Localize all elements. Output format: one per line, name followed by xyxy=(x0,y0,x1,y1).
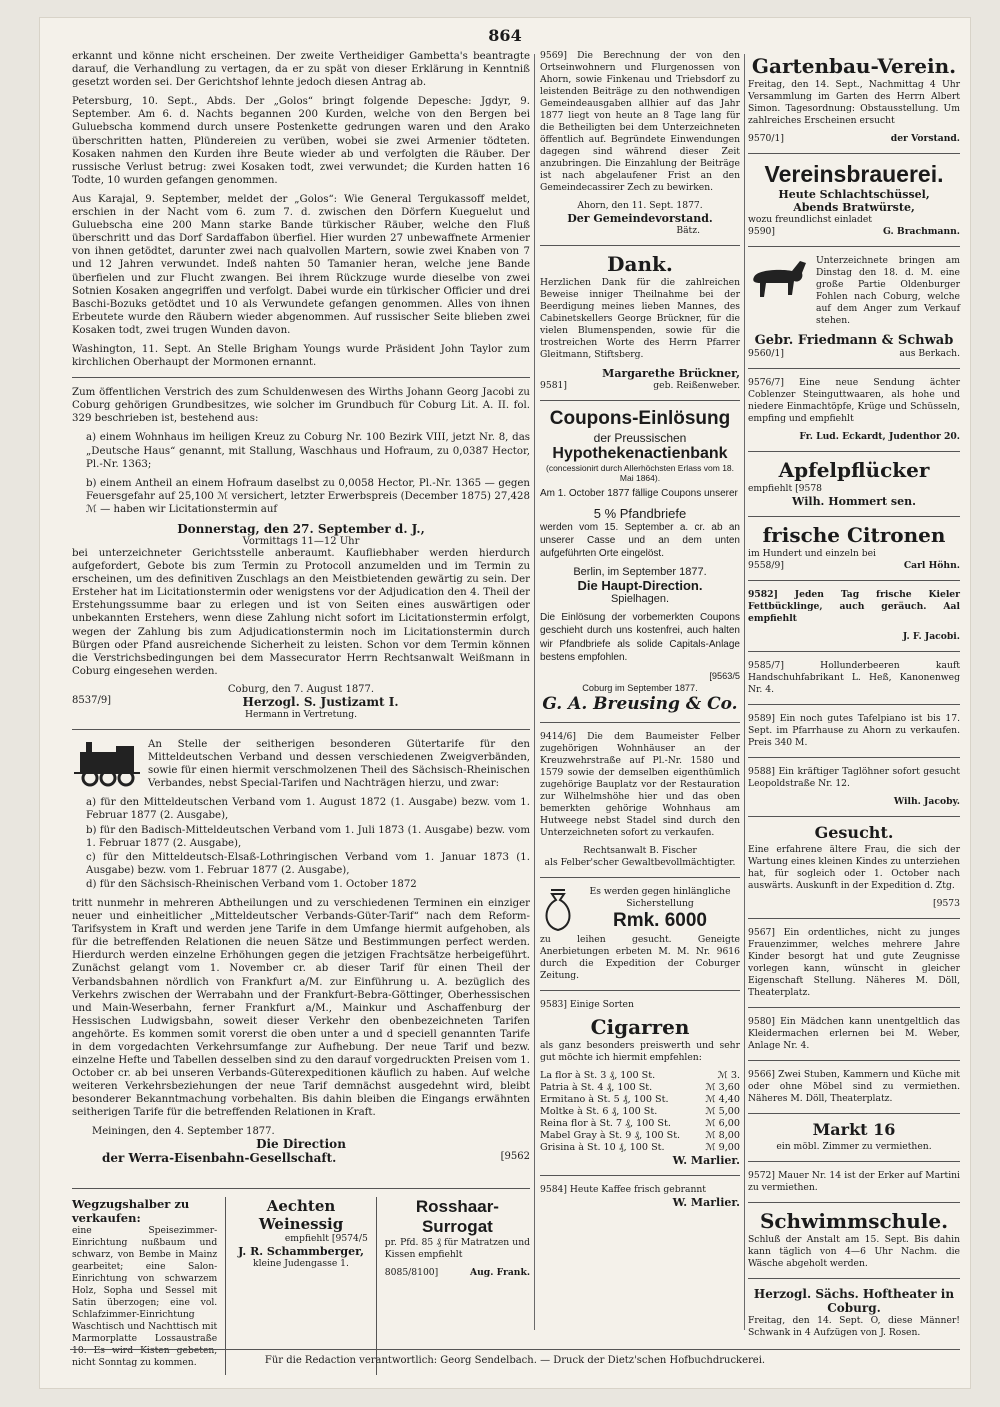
cigar-list xyxy=(540,1070,740,1154)
gemeinde-sign: Der Gemeindevorstand. xyxy=(567,212,713,225)
divider xyxy=(748,704,960,705)
coupon-place2: Coburg im September 1877. xyxy=(582,682,698,693)
coupon-note: (concessionirt durch Allerhöchsten Erlass vom 18. Mai 1864). xyxy=(545,462,735,483)
divider xyxy=(748,153,960,154)
cigar-price: ℳ 4,40 xyxy=(705,1093,740,1105)
citron-sign: Carl Höhn. xyxy=(903,560,960,572)
house-sign2: als Felber'scher Gewaltbevollmächtigter. xyxy=(544,856,736,868)
rosshaar-seller: Aug. Frank. xyxy=(469,1267,531,1278)
auction-signer: Hermann in Vertretung. xyxy=(244,708,358,720)
gemeinde-place: Ahorn, den 11. Sept. 1877. xyxy=(577,200,703,211)
garten-text: Freitag, den 14. Sept., Nachmittag 4 Uhr Versammlung im Garten des Herrn Albert Simon. Tagesordnung: Obstausstellung. Um zahlreiches Erscheinen ersucht xyxy=(748,79,960,126)
divider xyxy=(748,816,960,817)
citron-title: frische Citronen xyxy=(762,523,946,548)
brau-text: Heute Schlachtschüssel, xyxy=(778,188,930,202)
schwimm-text: Schluß der Anstalt am 15. Sept. Bis dahin kann täglich von 4—6 Uhr Nachm. die Wäsche abgeholt werden. xyxy=(748,1233,960,1269)
column-middle xyxy=(540,50,740,1209)
vinegar-title: Aechten Weinessig xyxy=(258,1197,344,1233)
kieler-ad: 9582] Jeden Tag frische Kieler Fettbücklinge, auch geräuch. Aal empfiehlt xyxy=(748,589,960,625)
horse-icon xyxy=(748,255,812,305)
divider xyxy=(540,1175,740,1176)
railway-ref: [9562 xyxy=(500,1150,530,1162)
divider xyxy=(540,877,740,878)
citron-ref: 9558/9] xyxy=(748,560,784,572)
stuben-ad: 9566] Zwei Stuben, Kammern und Küche mit oder ohne Möbel sind zu vermiethen. Näheres M. Döll, Theaterplatz. xyxy=(748,1068,960,1104)
brau-title: Vereinsbrauerei. xyxy=(764,161,944,187)
cigar-price: ℳ 6,00 xyxy=(705,1117,740,1129)
auction-time: Vormittags 11—12 Uhr xyxy=(242,536,360,547)
markt-title: Markt 16 xyxy=(812,1119,896,1139)
dank-sign2: geb. Reißenweber. xyxy=(653,380,740,391)
tagl-sign: Wilh. Jacoby. xyxy=(893,796,960,808)
divider xyxy=(540,722,740,723)
divider xyxy=(540,990,740,991)
cigar-name: Ermitano à St. 5 ₰, 100 St. xyxy=(540,1093,669,1105)
house-sale: 9414/6] Die dem Baumeister Felber zugehörigen Wohnhäuser an der Kreuzwehrstraße auf Pl.-Nr. 1580 und 1579 sowie der demselben eigenthümlich zugehörige Bauplatz vor der Restauration zur Wilhelmshöhe hier und das oben bemerkten gehörige Wohnhaus am Hutweege nebst Stadel sind durch den Unterzeichneten sofort zu verkaufen. xyxy=(540,730,740,838)
horse-ref: 9560/1] xyxy=(748,348,784,360)
auction-date: Donnerstag, den 27. September d. J., xyxy=(177,522,425,536)
railway-item: c) für den Mitteldeutsch-Elsaß-Lothringischen Verband vom 1. Januar 1873 (1. Ausgabe) bezw. vom 1. Februar 1877 (2. Ausgabe), xyxy=(86,851,530,876)
divider xyxy=(748,1113,960,1114)
divider xyxy=(72,377,530,378)
column-rule xyxy=(744,54,745,1330)
divider xyxy=(748,516,960,517)
cigar-price: ℳ 8,00 xyxy=(705,1129,740,1141)
cigar-name: Moltke à St. 6 ₰, 100 St. xyxy=(540,1105,658,1117)
cigar-pre: 9583] Einige Sorten xyxy=(540,998,634,1010)
cigar-row xyxy=(540,1142,740,1154)
coupon-firm: G. A. Breusing & Co. xyxy=(542,693,738,714)
auction-court: Herzogl. S. Justizamt I. xyxy=(242,694,399,709)
divider xyxy=(748,368,960,369)
cigar-row xyxy=(540,1118,740,1130)
divider xyxy=(748,1161,960,1162)
hollunder-ad: 9585/7] Hollunderbeeren kauft Handschuhfabrikant L. Heß, Kanonenweg Nr. 4. xyxy=(748,660,960,696)
coffee-seller: W. Marlier. xyxy=(672,1195,740,1209)
cigar-price: ℳ 9,00 xyxy=(705,1141,740,1153)
divider xyxy=(748,1060,960,1061)
divider xyxy=(748,1007,960,1008)
coupon-sign: Die Haupt-Direction. xyxy=(577,578,703,594)
cigar-seller: W. Marlier. xyxy=(672,1153,740,1167)
cigar-name: Mabel Gray à St. 9 ₰, 100 St. xyxy=(540,1129,681,1141)
stein-ad: 9576/7] Eine neue Sendung ächter Coblenzer Steinguttwaaren, als hohe und niedere Einmachtöpfe, Krüge und Schüsseln, empfing und empfiehlt xyxy=(748,377,960,425)
coupon-bank: Hypothekenactienbank xyxy=(552,444,728,462)
cigar-name: Patria à St. 4 ₰, 100 St. xyxy=(540,1081,653,1093)
markt-text: ein möbl. Zimmer zu vermiethen. xyxy=(776,1140,932,1152)
tagl-ad: 9588] Ein kräftiger Taglöhner sofort gesucht Leopoldstraße Nr. 12. xyxy=(748,766,960,790)
auction-body: bei unterzeichneter Gerichtsstelle anberaumt. Kaufliebhaber werden hierdurch aufgefordert, Gebote bis zum Termin zu Protocoll anzumelden und im Termin zu erscheinen, um des definitiven Zuschlags an den Meistbietenden gewärtig zu sein. Der Ersteher hat im Licitationstermin oder wenigstens vor der Adjudication den 4. Theil der Erstehungssumme baar zu erlegen und ist von Seiten eines auswärtigen oder unbekannten Erstehers, wenn diese Zahlung nicht sofort im Licitationstermin erfolgt, wegen der Zahlung bis zum Adjudicationstermin noch im Licitationstermin durch Bürgen oder Pfand ausreichende Sicherheit zu leisten. Schon vor dem Termin können die Verstrichsbedingungen bei dem Massecurator Herrn Rechtsanwalt Weißmann in Coburg eingesehen werden. xyxy=(72,548,530,677)
page-number: 864 xyxy=(488,26,522,45)
news-paragraph: Washington, 11. Sept. An Stelle Brigham Youngs wurde Präsident John Taylor zum kirchlichen Oberhaupt der Mormonen ernannt. xyxy=(72,343,530,369)
divider xyxy=(748,1278,960,1279)
divider xyxy=(72,1188,530,1189)
divider xyxy=(748,651,960,652)
coupon-text3: Die Einlösung der vorbemerkten Coupons geschieht durch uns kostenfrei, auch halten wir Pfandbriefe als solide Capitals-Anlage bestens empfohlen. xyxy=(540,612,740,663)
dank-title: Dank. xyxy=(607,252,673,276)
coupon-sub: der Preussischen xyxy=(593,430,687,445)
moving-text: eine Speisezimmer-Einrichtung nußbaum und schwarz, von Bembe in Mainz gearbeitet; eine Salon-Einrichtung von schwarzem Holz, Sopha und Sessel mit Satin überzogen; eine vol. Schlafzimmer-Einrichtung Waschtisch und Nachttisch mit Marmorplatte Lossaustraße 10. Es wird Kisten gebeten, nicht Sonntag zu kommen. xyxy=(72,1225,218,1368)
cigar-row xyxy=(540,1130,740,1142)
cigar-text: als ganz besonders preiswerth und sehr gut möchte ich hiermit empfehlen: xyxy=(540,1039,740,1063)
dank-ref: 9581] xyxy=(540,380,567,391)
gemeinde-notice: 9569] Die Berechnung der von den Ortseinwohnern und Flurgenossen von Ahorn, sowie Finkenau und Triebsdorf zu leistenden Beiträge zu den nothwendigen Gemeindeausgaben allhier auf das Jahr 1877 liegt von heute an 8 Tage lang für die Betheiligten bei dem Unterzeichneten öffentlich auf. Begründete Einwendungen dagegen sind während dieser Zeit anzubringen. Die Einzahlung der Beiträge ist nach abgelaufener Frist an den Gemeindecassirer Zech zu bewirken. xyxy=(540,50,740,193)
cigar-row xyxy=(540,1094,740,1106)
kieler-sign: J. F. Jacobi. xyxy=(902,631,960,643)
coupon-rate: 5 % Pfandbriefe xyxy=(593,506,687,522)
cigar-price: ℳ 5,00 xyxy=(705,1105,740,1117)
divider xyxy=(540,400,740,401)
coupon-text2: werden vom 15. September a. cr. ab an unserer Casse und an dem unten aufgeführten Orte eingelöst. xyxy=(540,522,740,560)
erker-ad: 9572] Mauer Nr. 14 ist der Erker auf Martini zu vermiethen. xyxy=(748,1169,960,1193)
money-amount: Rmk. 6000 xyxy=(612,909,707,931)
citron-text: im Hundert und einzeln bei xyxy=(748,548,876,560)
coffee-ad: 9584] Heute Kaffee frisch gebrannt xyxy=(540,1183,706,1195)
divider xyxy=(72,729,530,730)
coupon-place: Berlin, im September 1877. xyxy=(573,566,707,579)
cigar-row xyxy=(540,1070,740,1082)
brau-text: Abends Bratwürste, xyxy=(793,201,915,215)
theater-title: Herzogl. Sächs. Hoftheater in Coburg. xyxy=(753,1286,955,1315)
gesucht-title: Gesucht. xyxy=(814,823,894,843)
house-sign: Rechtsanwalt B. Fischer xyxy=(583,844,697,856)
rosshaar-title: Rosshaar-Surrogat xyxy=(415,1197,499,1236)
garten-title: Gartenbau-Verein. xyxy=(751,54,957,78)
locomotive-icon xyxy=(72,738,142,788)
cigar-price: ℳ 3. xyxy=(717,1069,740,1081)
railway-item: b) für den Badisch-Mitteldeutschen Verband vom 1. Juli 1873 (1. Ausgabe) bezw. vom 1. Februar 1877 (2. Ausgabe), xyxy=(86,824,530,849)
apfel-title: Apfelpflücker xyxy=(778,458,930,483)
horse-firm: Gebr. Friedmann & Schwab xyxy=(754,333,954,349)
railway-item: d) für den Sächsisch-Rheinischen Verband vom 1. October 1872 xyxy=(86,878,417,890)
railway-notice xyxy=(72,738,530,1165)
madchen-ad: 9580] Ein Mädchen kann unentgeltlich das Kleidermachen erlernen bei M. Weber, Anlage Nr. 4. xyxy=(748,1015,960,1051)
moving-title: Wegzugshalber zu verkaufen: xyxy=(72,1197,190,1225)
railway-sign: der Werra-Eisenbahn-Gesellschaft. xyxy=(102,1150,337,1165)
auction-ref: 8537/9] xyxy=(72,694,112,706)
auction-item: a) einem Wohnhaus im heiligen Kreuz zu Coburg Nr. 100 Bezirk VIII, jetzt Nr. 8, das „Deutsche Haus“ genannt, mit Stallung, Waschhaus und Hofraum, zu 0,0387 Hector, Pl.-Nr. 1363; xyxy=(86,432,530,470)
railway-place: Meiningen, den 4. September 1877. xyxy=(92,1125,275,1137)
garten-sign: der Vorstand. xyxy=(890,133,960,144)
vinegar-seller: J. R. Schammberger, xyxy=(238,1245,364,1258)
coupon-ref: [9563/5 xyxy=(709,670,740,681)
railway-intro: An Stelle der seitherigen besonderen Gütertarife für den Mitteldeutschen Verband und dessen verschiedenen Zweigverbänden, sowie für einen hiermit verschmolzenen Theil des Sächsisch-Rheinischen Verbandes, nebst Special-Tarifen und Nachträgen hierzu, und zwar: xyxy=(148,738,530,790)
brau-sign: G. Brachmann. xyxy=(883,226,960,238)
divider xyxy=(748,918,960,919)
railway-sign: Die Direction xyxy=(256,1136,346,1151)
divider xyxy=(748,1202,960,1203)
dank-sign: Margarethe Brückner, xyxy=(602,367,740,380)
cigar-name: Grisina à St. 10 ₰, 100 St. xyxy=(540,1141,665,1153)
apfel-sign: Wilh. Hommert sen. xyxy=(792,495,916,509)
cigar-title: Cigarren xyxy=(590,1014,690,1039)
cigar-name: Reina flor à St. 7 ₰, 100 St. xyxy=(540,1117,671,1129)
auction-notice xyxy=(72,386,530,721)
garten-ref: 9570/1] xyxy=(748,133,784,144)
brau-text: wozu freundlichst einladet xyxy=(748,214,873,226)
railway-item: a) für den Mitteldeutschen Verband vom 1. August 1872 (1. Ausgabe) bezw. vom 1. Februar 1877 (2. Ausgabe), xyxy=(86,797,530,822)
cigar-row xyxy=(540,1106,740,1118)
coupon-title: Coupons-Einlösung xyxy=(549,408,731,429)
coupon-text: Am 1. October 1877 fällige Coupons unserer xyxy=(540,487,738,499)
theater-text: Freitag, den 14. Sept. O, diese Männer! Schwank in 4 Aufzügen von J. Rosen. xyxy=(748,1314,960,1338)
cigar-price: ℳ 3,60 xyxy=(705,1081,740,1093)
divider xyxy=(748,757,960,758)
horse-from: aus Berkach. xyxy=(899,348,960,360)
money-text: Es werden gegen hinlängliche Sicherstellung xyxy=(589,885,731,909)
dank-text: Herzlichen Dank für die zahlreichen Beweise inniger Theilnahme bei der Beerdigung meines lieben Mannes, des Cabinetskellers George Brückner, für die vielen Blumenspenden, sowie für die trostreichen Worte des Herrn Pfarrer Gleitmann, Stiftsberg. xyxy=(540,277,740,360)
vinegar-text: empfiehlt [9574/5 xyxy=(284,1233,368,1244)
bottom-ads xyxy=(72,1188,530,1375)
vinegar-addr: kleine Judengasse 1. xyxy=(253,1258,349,1269)
coupon-ad xyxy=(540,409,740,714)
stein-sign: Fr. Lud. Eckardt, Judenthor 20. xyxy=(799,431,960,443)
footer-imprint: Für die Redaction verantwortlich: Georg Sendelbach. — Druck der Dietz'schen Hofbuchdruckerei. xyxy=(70,1349,960,1366)
divider xyxy=(748,451,960,452)
money-text2: zu leihen gesucht. Geneigte Anerbietungen erbeten M. M. Nr. 9616 durch die Expedition der Coburger Zeitung. xyxy=(540,933,740,981)
news-paragraph: Aus Karajal, 9. September, meldet der „Golos“: Wie General Tergukassoff meldet, erschien in der Nacht vom 6. zum 7. d. zwischen den Dörfern Kueguelut und Guluebscha eine 200 Mann starke Bande türkischer Räuber, welche den Fluß überschritt und das Dorf Sardaffabon überfiel. Hier wurden 27 unbewaffnete Armenier von ihnen getödtet, darunter zwei nach qualvollen Martern, sowie zwei Knaben von 7 und 12 Jahren verwundet. Indeß nahten 50 Tamanier heran, welche jene Bande überfielen und zur Flucht zwangen. Bei ihrem Rückzuge wurde dieselbe von zwei Sotnien Kosaken angegriffen und verfolgt. Dabei wurde ein türkischer Officier und drei Baschi-Bozuks getödtet und 10 als Verwundete gefangen genommen. Alles von ihnen Erbeutete wurde den Räubern wieder abgenommen. Auf russischer Seite blieben zwei Kosaken todt, zwei trugen Wunden davon. xyxy=(72,193,530,336)
railway-body: tritt nunmehr in mehreren Abtheilungen und zu verschiedenen Terminen ein einziger neuer und einheitlicher „Mitteldeutscher Verbands-Güter-Tarif“ nach dem Reform-Tarifsystem in Kraft und werden jene Tarife in dem Umfange hiermit aufgehoben, als für die betreffenden Relationen die neuen Sätze und Bestimmungen perfect werden. Hierdurch werden einzelne Erhöhungen gegen die jetzigen Frachtsätze herbeigeführt. Zunächst gelangt vom 1. November cr. ab dieser Tarif für einen Theil der Verbandsbahnen nördlich von Frankfurt a/M. zur Einführung u. A. bezüglich des Verkehrs zwischen der Werrabahn und der Frankfurt-Bebra-Göttinger, Oberhessischen und Main-Weserbahn, ferner Frankfurt a/M., Mainkur und Aschaffenburg der Hessischen Ludwigsbahn, soweit dieser Verkehr den obenbezeichneten Tarifen angehörte. Es kommen somit vorerst die oben unter a und d speciell genannten Tarife in dem vorgedachten Verkehrsumfange zur Aufhebung. Der neue Tarif und bezw. einzelne Hefte und Tabellen desselben sind zu den darauf vorgedruckten Preisen vom 1. October cr. ab bei unseren Verbands-Güterexpeditionen käuflich zu haben. Auf welche weiteren Verkehrsbeziehungen der neue Tarif demnächst ausgedehnt wird, bleibt besonderer Bekanntmachung vorbehalten. Bis dahin bleiben die Eingangs erwähnten seitherigen Tarife für die betreffenden Relationen in Kraft. xyxy=(72,897,530,1119)
column-right xyxy=(748,50,960,1345)
gemeinde-name: Bätz. xyxy=(676,225,700,236)
cigar-name: La flor à St. 3 ₰, 100 St. xyxy=(540,1069,656,1081)
money-bag-icon xyxy=(540,886,576,934)
column-left xyxy=(72,50,530,1165)
schwimm-title: Schwimmschule. xyxy=(759,1208,949,1233)
rosshaar-ref: 8085/8100] xyxy=(384,1267,439,1278)
piano-ad: 9589] Ein noch gutes Tafelpiano ist bis 17. Sept. im Pfarrhause zu Ahorn zu verkaufen. Preis 340 M. xyxy=(748,713,960,749)
rosshaar-text: pr. Pfd. 85 ₰ für Matratzen und Kissen empfiehlt xyxy=(384,1237,531,1260)
news-paragraph: erkannt und könne nicht erscheinen. Der zweite Vertheidiger Gambetta's beantragte darauf, die Verhandlung zu vertagen, da er zu spät von dieser Erklärung in Kenntniß gesetzt worden sei. Der Gerichtshof lehnte jedoch diesen Antrag ab. xyxy=(72,51,530,89)
coupon-sign2: Spielhagen. xyxy=(610,593,670,606)
cigar-row xyxy=(540,1082,740,1094)
gesucht-text: Eine erfahrene ältere Frau, die sich der Wartung eines kleinen Kindes zu unterziehen hat, für sogleich oder 1. October nach auswärts. Auskunft in der Expedition d. Ztg. xyxy=(748,843,960,891)
auction-item: b) einem Antheil an einem Hofraum daselbst zu 0,0058 Hector, Pl.-Nr. 1365 — gegen Feuersgefahr auf 25,100 ℳ versichert, letzter Erwerbspreis (December 1875) 27,428 ℳ — haben wir Licitationstermin auf xyxy=(86,477,530,515)
auction-place: Coburg, den 7. August 1877. xyxy=(227,683,375,695)
gesucht-ref: [9573 xyxy=(933,897,960,909)
horse-text: Unterzeichnete bringen am Dinstag den 18. d. M. eine große Partie Oldenburger Fohlen nach Coburg, welche auf dem Anger zum Verkauf stehen. xyxy=(816,255,960,327)
auction-intro: Zum öffentlichen Verstrich des zum Schuldenwesen des Wirths Johann Georg Jacobi zu Coburg gehörigen Grundbesitzes, wie solcher im Grundbuch für Coburg Lit. A. II. fol. 329 beschrieben ist, bestehend aus: xyxy=(72,387,530,425)
divider xyxy=(748,580,960,581)
divider xyxy=(748,246,960,247)
column-rule xyxy=(534,54,535,1330)
news-paragraph: Petersburg, 10. Sept., Abds. Der „Golos“ bringt folgende Depesche: Jgdyr, 9. September. Am 6. d. Nachts begannen 200 Kurden, welche von den Bergen bei Guluebscha kommend durch unsere Postenkette gedrungen waren und den Arako überschritten hatten, Plündereien zu verüben, wobei sie zwei Armenier tödteten. Kosaken nahmen den Kurden ihre Beute wieder ab und verfolgten die Räuber. Der russische Verlust betrug: zwei Kosaken todt, zwei verwundet; die Kurden hatten 16 Todte, 10 wurden gefangen genommen. xyxy=(72,96,530,186)
apfel-text: empfiehlt [9578 xyxy=(748,483,823,495)
brau-ref: 9590] xyxy=(748,226,775,238)
divider xyxy=(540,245,740,246)
newspaper-page xyxy=(40,18,970,1388)
frauen-ad: 9567] Ein ordentliches, nicht zu junges Frauenzimmer, welches mehrere Jahre Kinder besorgt hat und gute Zeugnisse vorlegen kann, wünscht in gleicher Eigenschaft Stellung. Näheres M. Döll, Theaterplatz. xyxy=(748,926,960,998)
